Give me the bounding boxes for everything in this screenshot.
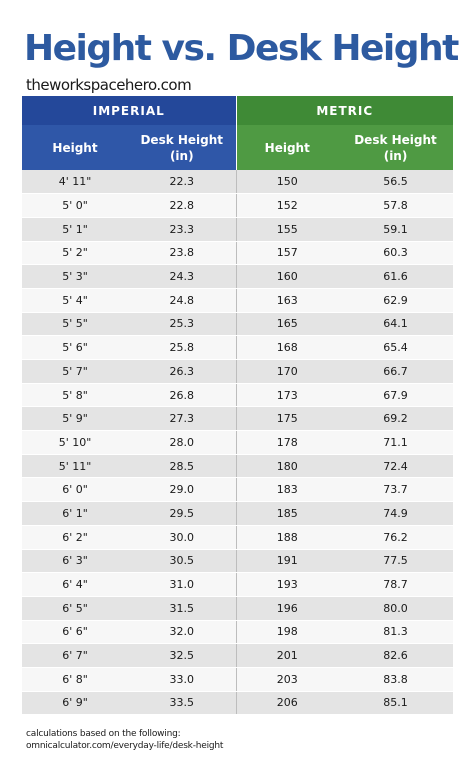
imperial-desk-height-cell: 32.5: [128, 644, 236, 668]
metric-height-cell: 165: [236, 312, 338, 336]
imperial-height-cell: 6' 7": [22, 644, 128, 668]
imperial-desk-height-cell: 25.8: [128, 336, 236, 360]
metric-height-cell: 198: [236, 620, 338, 644]
desk-height-table: [22, 96, 453, 715]
site-url: theworkspacehero.com: [26, 76, 192, 94]
table-body: [22, 170, 453, 715]
imperial-desk-height-cell: 31.5: [128, 596, 236, 620]
metric-desk-height-cell: 67.9: [338, 383, 453, 407]
metric-height-cell: 175: [236, 407, 338, 431]
metric-height-cell: 188: [236, 525, 338, 549]
imperial-height-cell: 5' 6": [22, 336, 128, 360]
imperial-group-header: IMPERIAL: [22, 96, 236, 125]
imperial-desk-height-header-line2: (in): [169, 148, 194, 163]
metric-desk-height-cell: 57.8: [338, 194, 453, 218]
table-row: [22, 667, 453, 691]
metric-desk-height-cell: 78.7: [338, 573, 453, 597]
imperial-height-cell: 6' 3": [22, 549, 128, 573]
group-header-row: [22, 96, 453, 125]
metric-height-cell: 155: [236, 217, 338, 241]
metric-height-cell: 173: [236, 383, 338, 407]
metric-desk-height-cell: 59.1: [338, 217, 453, 241]
imperial-desk-height-cell: 26.3: [128, 360, 236, 384]
imperial-height-cell: 5' 3": [22, 265, 128, 289]
imperial-desk-height-cell: 33.5: [128, 691, 236, 715]
imperial-desk-height-cell: 28.5: [128, 454, 236, 478]
imperial-height-cell: 5' 10": [22, 431, 128, 455]
imperial-desk-height-cell: 30.5: [128, 549, 236, 573]
metric-height-cell: 163: [236, 288, 338, 312]
table-row: [22, 478, 453, 502]
metric-height-cell: 170: [236, 360, 338, 384]
table-row: [22, 502, 453, 526]
imperial-height-cell: 5' 1": [22, 217, 128, 241]
imperial-desk-height-cell: 22.3: [128, 170, 236, 194]
metric-desk-height-cell: 83.8: [338, 667, 453, 691]
imperial-desk-height-cell: 28.0: [128, 431, 236, 455]
imperial-height-cell: 6' 2": [22, 525, 128, 549]
imperial-desk-height-cell: 23.3: [128, 217, 236, 241]
metric-height-header: Height: [236, 125, 338, 170]
metric-desk-height-cell: 62.9: [338, 288, 453, 312]
imperial-desk-height-cell: 27.3: [128, 407, 236, 431]
metric-height-cell: 206: [236, 691, 338, 715]
metric-height-cell: 203: [236, 667, 338, 691]
metric-desk-height-cell: 69.2: [338, 407, 453, 431]
metric-height-cell: 160: [236, 265, 338, 289]
imperial-height-cell: 5' 4": [22, 288, 128, 312]
metric-height-cell: 185: [236, 502, 338, 526]
metric-desk-height-cell: 73.7: [338, 478, 453, 502]
metric-desk-height-cell: 85.1: [338, 691, 453, 715]
metric-desk-height-header-line1: Desk Height: [354, 132, 437, 147]
metric-desk-height-cell: 76.2: [338, 525, 453, 549]
imperial-height-cell: 5' 11": [22, 454, 128, 478]
metric-desk-height-cell: 72.4: [338, 454, 453, 478]
imperial-desk-height-header: [128, 125, 236, 170]
metric-group-header: METRIC: [236, 96, 453, 125]
imperial-desk-height-cell: 24.3: [128, 265, 236, 289]
imperial-desk-height-cell: 24.8: [128, 288, 236, 312]
imperial-desk-height-cell: 29.5: [128, 502, 236, 526]
imperial-desk-height-cell: 23.8: [128, 241, 236, 265]
table-row: [22, 573, 453, 597]
metric-height-cell: 150: [236, 170, 338, 194]
table-row: [22, 312, 453, 336]
imperial-desk-height-header-line1: Desk Height: [140, 132, 224, 147]
table-row: [22, 644, 453, 668]
table-row: [22, 217, 453, 241]
metric-height-cell: 180: [236, 454, 338, 478]
table-row: [22, 431, 453, 455]
table-row: [22, 525, 453, 549]
imperial-desk-height-cell: 25.3: [128, 312, 236, 336]
table-row: [22, 383, 453, 407]
table-row: [22, 170, 453, 194]
table-row: [22, 288, 453, 312]
metric-height-cell: 178: [236, 431, 338, 455]
imperial-desk-height-cell: 31.0: [128, 573, 236, 597]
table-row: [22, 336, 453, 360]
imperial-desk-height-cell: 33.0: [128, 667, 236, 691]
footnote-source-url: omnicalculator.com/everyday-life/desk-height: [26, 741, 224, 751]
page-title: Height vs. Desk Height: [24, 28, 458, 69]
metric-desk-height-cell: 64.1: [338, 312, 453, 336]
metric-desk-height-header-line2: (in): [383, 148, 408, 163]
metric-desk-height-cell: 61.6: [338, 265, 453, 289]
metric-height-cell: 168: [236, 336, 338, 360]
imperial-height-cell: 5' 9": [22, 407, 128, 431]
metric-desk-height-cell: 65.4: [338, 336, 453, 360]
table-row: [22, 194, 453, 218]
table-row: [22, 407, 453, 431]
imperial-height-cell: 6' 8": [22, 667, 128, 691]
imperial-height-cell: 6' 1": [22, 502, 128, 526]
footnote-line1: calculations based on the following:: [26, 729, 181, 739]
imperial-height-cell: 6' 0": [22, 478, 128, 502]
metric-height-cell: 157: [236, 241, 338, 265]
imperial-height-header: Height: [22, 125, 128, 170]
imperial-height-cell: 5' 7": [22, 360, 128, 384]
imperial-height-cell: 6' 9": [22, 691, 128, 715]
table-row: [22, 241, 453, 265]
metric-desk-height-cell: 81.3: [338, 620, 453, 644]
imperial-height-cell: 4' 11": [22, 170, 128, 194]
metric-height-cell: 191: [236, 549, 338, 573]
imperial-desk-height-cell: 29.0: [128, 478, 236, 502]
imperial-height-cell: 6' 5": [22, 596, 128, 620]
table-row: [22, 454, 453, 478]
imperial-desk-height-cell: 30.0: [128, 525, 236, 549]
table-row: [22, 549, 453, 573]
metric-desk-height-cell: 80.0: [338, 596, 453, 620]
imperial-height-cell: 5' 2": [22, 241, 128, 265]
metric-height-cell: 183: [236, 478, 338, 502]
metric-desk-height-cell: 82.6: [338, 644, 453, 668]
table-row: [22, 596, 453, 620]
footnote: [26, 728, 223, 752]
metric-desk-height-header: [338, 125, 453, 170]
imperial-desk-height-cell: 26.8: [128, 383, 236, 407]
metric-desk-height-cell: 66.7: [338, 360, 453, 384]
table-row: [22, 265, 453, 289]
imperial-height-cell: 5' 5": [22, 312, 128, 336]
metric-desk-height-cell: 60.3: [338, 241, 453, 265]
metric-height-cell: 196: [236, 596, 338, 620]
column-header-row: [22, 125, 453, 170]
imperial-height-cell: 5' 8": [22, 383, 128, 407]
table-row: [22, 691, 453, 715]
imperial-desk-height-cell: 32.0: [128, 620, 236, 644]
metric-height-cell: 201: [236, 644, 338, 668]
metric-desk-height-cell: 56.5: [338, 170, 453, 194]
imperial-height-cell: 6' 6": [22, 620, 128, 644]
metric-height-cell: 152: [236, 194, 338, 218]
metric-desk-height-cell: 77.5: [338, 549, 453, 573]
metric-desk-height-cell: 74.9: [338, 502, 453, 526]
table-row: [22, 360, 453, 384]
table-row: [22, 620, 453, 644]
imperial-height-cell: 5' 0": [22, 194, 128, 218]
metric-height-cell: 193: [236, 573, 338, 597]
metric-desk-height-cell: 71.1: [338, 431, 453, 455]
imperial-desk-height-cell: 22.8: [128, 194, 236, 218]
imperial-height-cell: 6' 4": [22, 573, 128, 597]
